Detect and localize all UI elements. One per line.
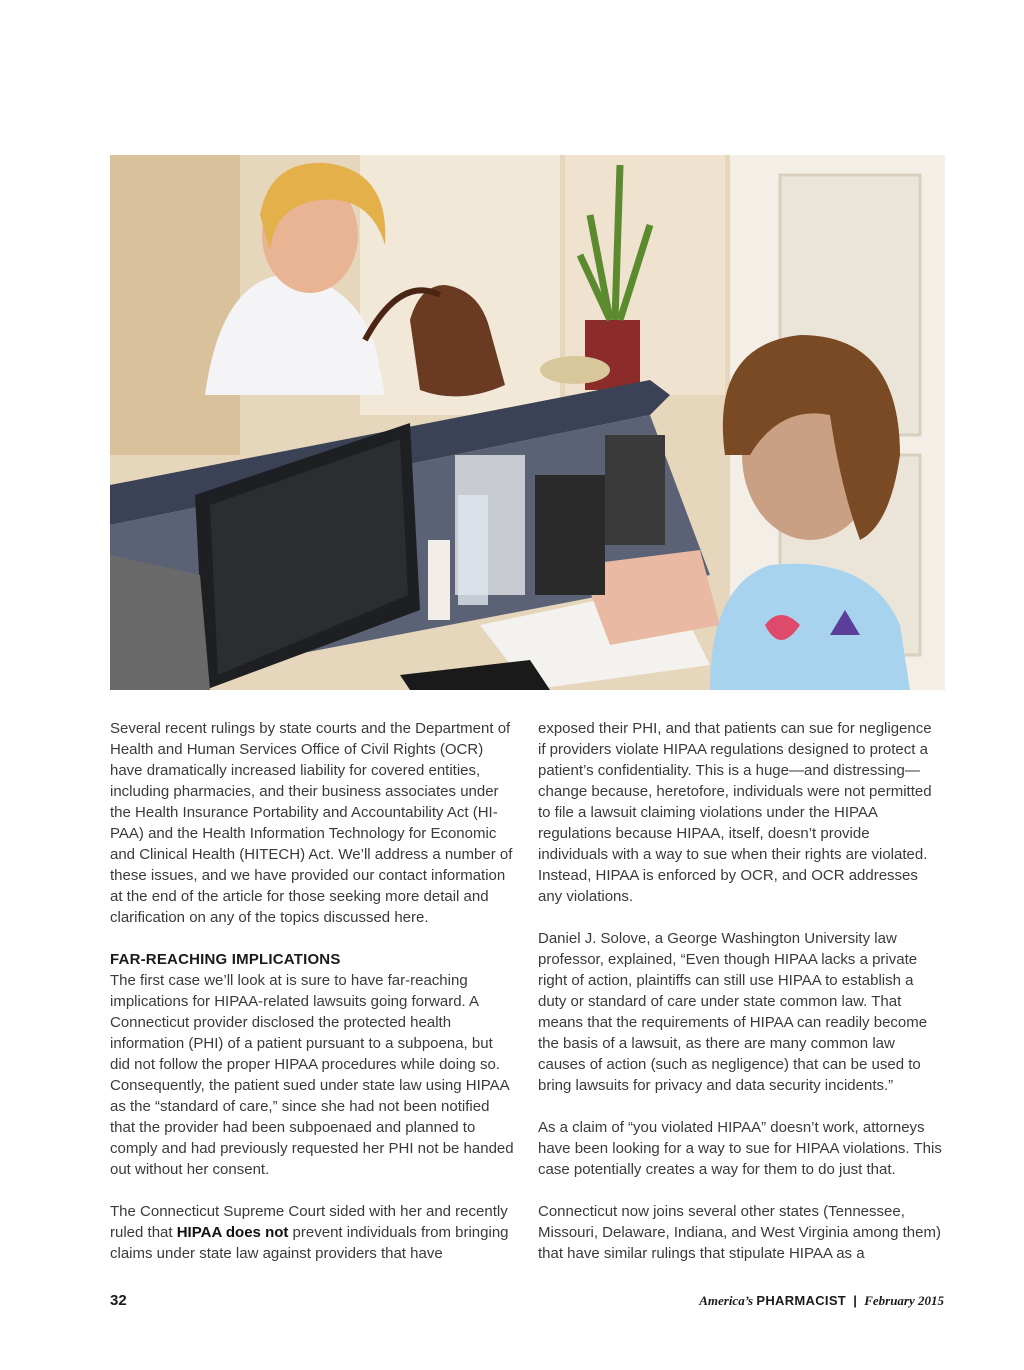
article-paragraph: The first case we’ll look at is sure to have far-reaching implications for HIPAA-related lawsuits going forward. A Connecticut provider disclosed the protected health information (PHI) of a patient pursuant to a subpoena, but did not follow the proper HIPAA procedures while doing so. Consequently, the patient sued under state law using HIPAA as the “standard of care,” since she had not been notified that the provider had been subpoenaed and planned to comply and had previously requested her PHI not be handed out without her consent. [110,972,514,1178]
article-paragraph: exposed their PHI, and that patients can sue for negligence if providers violate HIPAA regulations designed to protect a patient’s confidentiality. This is a huge—and distressing—change because, heretofore, individuals were not permitted to file a lawsuit claiming violations under the HIPAA regulations because HIPAA, itself, doesn’t provide individuals with a way to sue when their rights are violated. Instead, HIPAA is enforced by OCR, and OCR addresses any violations. [538,720,932,905]
article-photo [110,155,945,690]
issue-date: February 2015 [864,1293,944,1308]
footer-separator: | [853,1293,857,1308]
emphasis-text: HIPAA does not [176,1224,289,1241]
paragraph-text: prevent individuals from bringing claims under state law against providers that have [110,1224,509,1262]
article-paragraph: Connecticut now joins several other states (Tennessee, Missouri, Delaware, Indiana, and West Virginia among them) that have similar rulings that stipulate HIPAA as a [538,1203,941,1262]
article-column-right [538,718,943,1285]
article-paragraph: Daniel J. Solove, a George Washington University law professor, explained, “Even though HIPAA lacks a private right of action, plaintiffs can still use HIPAA to establish a duty or standard of care under state common law. That means that the requirements of HIPAA can readily become the basis of a lawsuit, as there are many common law causes of action (such as negligence) that can be used to bring lawsuits for privacy and data security incidents.” [538,930,928,1094]
article-paragraph: Several recent rulings by state courts and the Department of Health and Human Services Office of Civil Rights (OCR) have dramatically increased liability for covered entities, including pharmacies, and their business associates under the Health Insurance Portability and Accountability Act (HI-PAA) and the Health Information Technology for Economic and Clinical Health (HITECH) Act. We’ll address a number of these issues, and we have provided our contact information at the end of the article for those seeking more detail and clarification on any of the topics discussed here. [110,720,513,926]
article-paragraph: As a claim of “you violated HIPAA” doesn’t work, attorneys have been looking for a way to sue for HIPAA violations. This case potentially creates a way for them to do just that. [538,1119,942,1178]
magazine-prefix: America’s [699,1293,754,1308]
pharmacy-counter-illustration [110,155,945,690]
paragraph-text: The Connecticut Supreme Court sided with her and recently ruled that [110,1203,508,1241]
running-footer [699,1293,944,1309]
article-column-left [110,718,515,1285]
article-paragraph [110,1201,515,1264]
page-number: 32 [110,1292,127,1309]
magazine-brand: PHARMACIST [756,1293,847,1308]
section-heading: FAR-REACHING IMPLICATIONS [110,951,341,968]
